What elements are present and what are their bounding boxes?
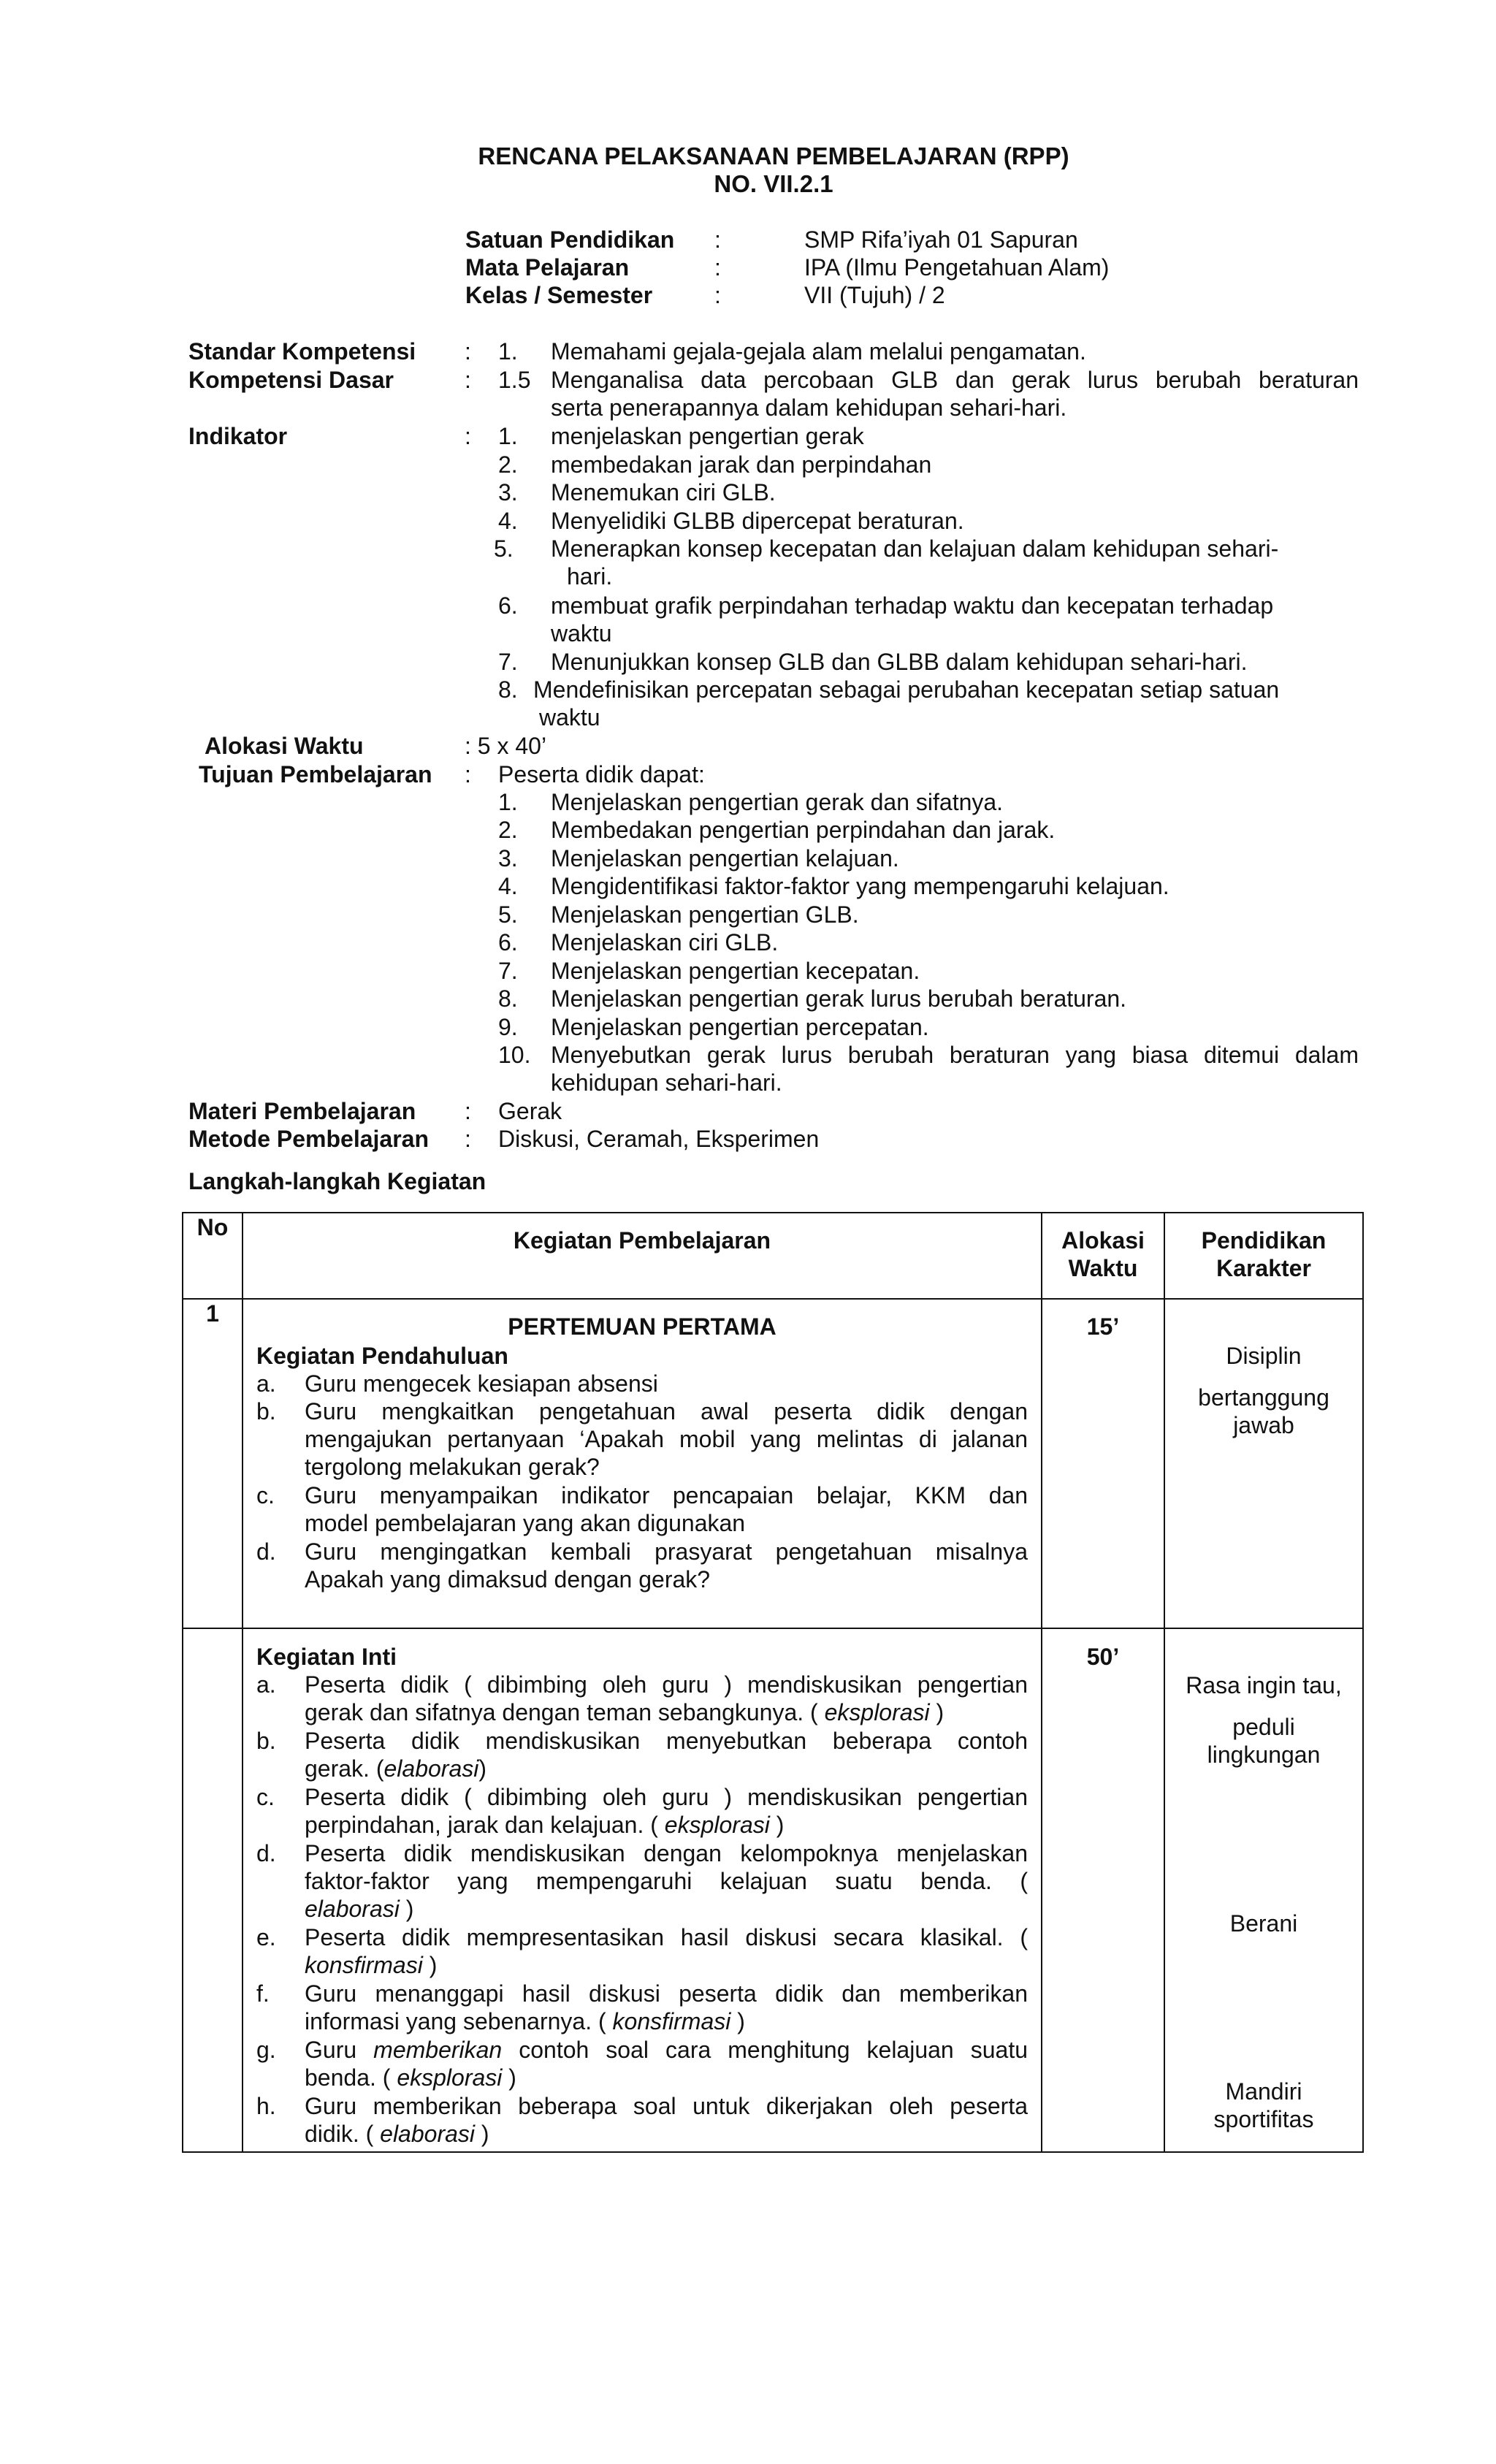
row-number: 1: [206, 1300, 219, 1327]
document-number: NO. VII.2.1: [714, 170, 833, 197]
item-letter: b.: [256, 1728, 276, 1754]
item-text: Guru mengkaitkan pengetahuan awal peserta didik dengan: [305, 1398, 1028, 1424]
item-letter: a.: [256, 1370, 276, 1397]
item-text: Guru memberikan beberapa soal untuk dikerjakan oleh peserta: [305, 2093, 1028, 2119]
info-colon: :: [714, 226, 721, 253]
item-text: gerak. (: [305, 1755, 384, 1782]
tujuan-label: Tujuan Pembelajaran: [199, 761, 432, 787]
info-value-kelas: VII (Tujuh) / 2: [804, 282, 945, 308]
item-number: 5.: [494, 535, 514, 562]
item-number: 4.: [498, 873, 518, 899]
item-number: 2.: [498, 451, 518, 478]
activity-tag: elaborasi: [383, 1755, 479, 1782]
item-text: Guru: [305, 2037, 374, 2063]
item-number: 4.: [498, 508, 518, 534]
item-number: 6.: [498, 592, 518, 619]
activity-tag: konsfirmasi: [305, 1952, 423, 1978]
item-number: 7.: [498, 958, 518, 984]
item-text: contoh soal cara menghitung kelajuan suatu: [502, 2037, 1028, 2063]
activity-tag: konsfirmasi: [612, 2008, 731, 2034]
document-title-block: [0, 142, 1496, 198]
item-number: 6.: [498, 929, 518, 956]
field-colon: :: [465, 1098, 471, 1124]
item-text: Memahami gejala-gejala alam melalui pengamatan.: [551, 338, 1086, 365]
row-karakter-cell: [1164, 1628, 1363, 2152]
karakter-value: Rasa ingin tau,: [1186, 1672, 1342, 1698]
meeting-title: PERTEMUAN PERTAMA: [508, 1313, 776, 1340]
header-alokasi-line1: Alokasi: [1061, 1227, 1145, 1254]
tujuan-intro: Peserta didik dapat:: [498, 761, 705, 787]
activity-tag: eksplorasi: [664, 1812, 770, 1838]
karakter-value: lingkungan: [1207, 1742, 1321, 1768]
item-text-line1: Menyebutkan gerak lurus berubah beraturan yang biasa ditemui dalam: [551, 1042, 1359, 1068]
info-label-kelas: Kelas / Semester: [465, 282, 653, 308]
item-text: membedakan jarak dan perpindahan: [551, 451, 932, 478]
item-letter: b.: [256, 1398, 276, 1424]
item-text: ): [929, 1699, 944, 1725]
item-text: Peserta didik ( dibimbing oleh guru ) mendiskusikan pengertian: [305, 1671, 1028, 1698]
materi-value: Gerak: [498, 1098, 562, 1124]
header-kegiatan-cell: [243, 1213, 1042, 1299]
row-kegiatan-cell: [243, 1628, 1042, 2152]
karakter-value: bertanggung: [1198, 1384, 1329, 1411]
item-number: 1.: [498, 789, 518, 815]
item-text-emphasis: memberikan: [373, 2037, 503, 2063]
item-text: didik. (: [305, 2121, 381, 2147]
karakter-value: Berani: [1229, 1910, 1298, 1937]
header-no-cell: [183, 1213, 243, 1299]
item-text: Guru mengingatkan kembali prasyarat pengetahuan misalnya: [305, 1538, 1028, 1565]
item-text: ): [422, 1952, 438, 1978]
item-text: Menjelaskan ciri GLB.: [551, 929, 779, 956]
item-number: 1.5: [498, 367, 531, 393]
row-time-cell: [1042, 1628, 1164, 2152]
info-value-satuan: SMP Rifa’iyah 01 Sapuran: [804, 226, 1078, 253]
info-label-satuan: Satuan Pendidikan: [465, 226, 675, 253]
info-label-mapel: Mata Pelajaran: [465, 254, 630, 281]
item-number: 5.: [498, 901, 518, 928]
item-text: tergolong melakukan gerak?: [305, 1454, 600, 1480]
item-text: Menjelaskan pengertian kelajuan.: [551, 845, 899, 871]
item-text: ): [478, 1755, 486, 1782]
item-text-line1: membuat grafik perpindahan terhadap waktu dan kecepatan terhadap: [551, 592, 1274, 619]
item-text: ): [769, 1812, 785, 1838]
table-row: [183, 1299, 1363, 1628]
item-letter: c.: [256, 1482, 275, 1508]
karakter-value: Disiplin: [1226, 1343, 1302, 1369]
item-text: Menunjukkan konsep GLB dan GLBB dalam kehidupan sehari-hari.: [551, 649, 1248, 675]
header-no: No: [196, 1214, 229, 1240]
alokasi-waktu-value: : 5 x 40’: [465, 733, 547, 759]
item-text: Guru menyampaikan indikator pencapaian belajar, KKM dan: [305, 1482, 1028, 1508]
row-time-cell: [1042, 1299, 1164, 1628]
item-text: Peserta didik mempresentasikan hasil diskusi secara klasikal. (: [305, 1924, 1028, 1950]
item-number: 3.: [498, 479, 518, 506]
item-text: Peserta didik mendiskusikan dengan kelompoknya menjelaskan: [305, 1840, 1028, 1866]
row-karakter-cell: [1164, 1299, 1363, 1628]
standar-kompetensi-label: Standar Kompetensi: [188, 338, 416, 365]
item-letter: g.: [256, 2037, 276, 2063]
row-no-cell: [183, 1628, 243, 2152]
time-allocation: 50’: [1086, 1644, 1120, 1670]
item-text: Menjelaskan pengertian gerak dan sifatnya.: [551, 789, 1004, 815]
item-number: 9.: [498, 1014, 518, 1040]
activity-tag: eksplorasi: [397, 2064, 503, 2091]
item-text: Menjelaskan pengertian percepatan.: [551, 1014, 929, 1040]
item-text: menjelaskan pengertian gerak: [551, 423, 864, 449]
header-alokasi-line2: Waktu: [1068, 1255, 1138, 1281]
alokasi-waktu-label: Alokasi Waktu: [205, 733, 364, 759]
table-row: [183, 1628, 1363, 2152]
header-alokasi-cell: [1042, 1213, 1164, 1299]
info-colon: :: [714, 254, 721, 281]
header-kegiatan: Kegiatan Pembelajaran: [513, 1227, 771, 1254]
section-title: Kegiatan Pendahuluan: [256, 1343, 508, 1369]
item-text: Guru menanggapi hasil diskusi peserta didik dan memberikan: [305, 1980, 1028, 2007]
activity-tag: eksplorasi: [824, 1699, 930, 1725]
item-text: Menyelidiki GLBB dipercepat beraturan.: [551, 508, 964, 534]
item-text-line2: serta penerapannya dalam kehidupan sehari-hari.: [551, 394, 1067, 421]
kompetensi-dasar-label: Kompetensi Dasar: [188, 367, 394, 393]
activity-tag: elaborasi: [380, 2121, 475, 2147]
karakter-value: Mandiri: [1225, 2078, 1302, 2105]
item-text-line2: kehidupan sehari-hari.: [551, 1069, 782, 1096]
item-text: Menjelaskan pengertian gerak lurus berubah beraturan.: [551, 985, 1127, 1012]
item-text-line2: hari.: [567, 563, 613, 590]
field-colon: :: [465, 423, 471, 449]
item-text-line2: waktu: [539, 704, 600, 731]
item-text-line1: Mendefinisikan percepatan sebagai perubahan kecepatan setiap satuan: [533, 676, 1280, 703]
metode-label: Metode Pembelajaran: [188, 1126, 429, 1152]
metode-value: Diskusi, Ceramah, Eksperimen: [498, 1126, 820, 1152]
karakter-value: jawab: [1233, 1412, 1294, 1438]
item-number: 2.: [498, 817, 518, 843]
materi-label: Materi Pembelajaran: [188, 1098, 416, 1124]
field-colon: :: [465, 367, 471, 393]
item-text: Membedakan pengertian perpindahan dan jarak.: [551, 817, 1056, 843]
document-title: RENCANA PELAKSANAAN PEMBELAJARAN (RPP): [478, 142, 1069, 169]
item-letter: d.: [256, 1538, 276, 1565]
item-number: 1.: [498, 338, 518, 365]
karakter-value: peduli: [1232, 1714, 1295, 1740]
item-text: Guru mengecek kesiapan absensi: [305, 1370, 658, 1397]
item-text: ): [399, 1896, 414, 1922]
field-colon: :: [465, 338, 471, 365]
item-text: perpindahan, jarak dan kelajuan. (: [305, 1812, 665, 1838]
item-letter: e.: [256, 1924, 276, 1950]
item-text: Menjelaskan pengertian kecepatan.: [551, 958, 920, 984]
item-letter: f.: [256, 1980, 270, 2007]
item-text: ): [502, 2064, 516, 2091]
item-number: 10.: [498, 1042, 531, 1068]
item-text: Menemukan ciri GLB.: [551, 479, 776, 506]
item-text-line2: waktu: [551, 620, 612, 646]
item-text: gerak dan sifatnya dengan teman sebangkunya. (: [305, 1699, 825, 1725]
indikator-label: Indikator: [188, 423, 288, 449]
row-no-cell: [183, 1299, 243, 1628]
item-letter: a.: [256, 1671, 276, 1698]
item-text: ): [730, 2008, 745, 2034]
item-text-line1: Menganalisa data percobaan GLB dan gerak lurus berubah beraturan: [551, 367, 1359, 393]
item-text: Peserta didik mendiskusikan menyebutkan beberapa contoh: [305, 1728, 1028, 1754]
header-karakter-line2: Karakter: [1216, 1255, 1311, 1281]
table-header-row: [183, 1213, 1363, 1299]
info-value-mapel: IPA (Ilmu Pengetahuan Alam): [804, 254, 1110, 281]
item-number: 8.: [498, 676, 518, 703]
item-letter: c.: [256, 1784, 275, 1810]
row-kegiatan-cell: [243, 1299, 1042, 1628]
item-text-line1: Menerapkan konsep kecepatan dan kelajuan dalam kehidupan sehari-: [551, 535, 1279, 562]
activities-table: [182, 1212, 1364, 2153]
item-number: 8.: [498, 985, 518, 1012]
item-number: 7.: [498, 649, 518, 675]
activity-tag: elaborasi: [305, 1896, 400, 1922]
item-number: 1.: [498, 423, 518, 449]
item-text: Peserta didik ( dibimbing oleh guru ) mendiskusikan pengertian: [305, 1784, 1028, 1810]
item-text: mengajukan pertanyaan ‘Apakah mobil yang melintas di jalanan: [305, 1426, 1028, 1452]
field-colon: :: [465, 761, 471, 787]
header-karakter-line1: Pendidikan: [1201, 1227, 1327, 1254]
item-text: model pembelajaran yang akan digunakan: [305, 1510, 746, 1536]
item-text: Menjelaskan pengertian GLB.: [551, 901, 859, 928]
item-letter: h.: [256, 2093, 276, 2119]
item-text: Mengidentifikasi faktor-faktor yang mempengaruhi kelajuan.: [551, 873, 1169, 899]
item-number: 3.: [498, 845, 518, 871]
karakter-value: sportifitas: [1213, 2106, 1314, 2132]
item-text: benda. (: [305, 2064, 397, 2091]
section-title: Kegiatan Inti: [256, 1644, 397, 1670]
time-allocation: 15’: [1086, 1313, 1120, 1340]
item-text: Apakah yang dimaksud dengan gerak?: [305, 1566, 711, 1593]
info-colon: :: [714, 282, 721, 308]
item-letter: d.: [256, 1840, 276, 1866]
item-text: ): [475, 2121, 489, 2147]
item-text: faktor-faktor yang mempengaruhi kelajuan suatu benda. (: [305, 1868, 1028, 1894]
item-text: informasi yang sebenarnya. (: [305, 2008, 613, 2034]
langkah-title: Langkah-langkah Kegiatan: [188, 1168, 486, 1194]
field-colon: :: [465, 1126, 471, 1152]
header-karakter-cell: [1164, 1213, 1363, 1299]
